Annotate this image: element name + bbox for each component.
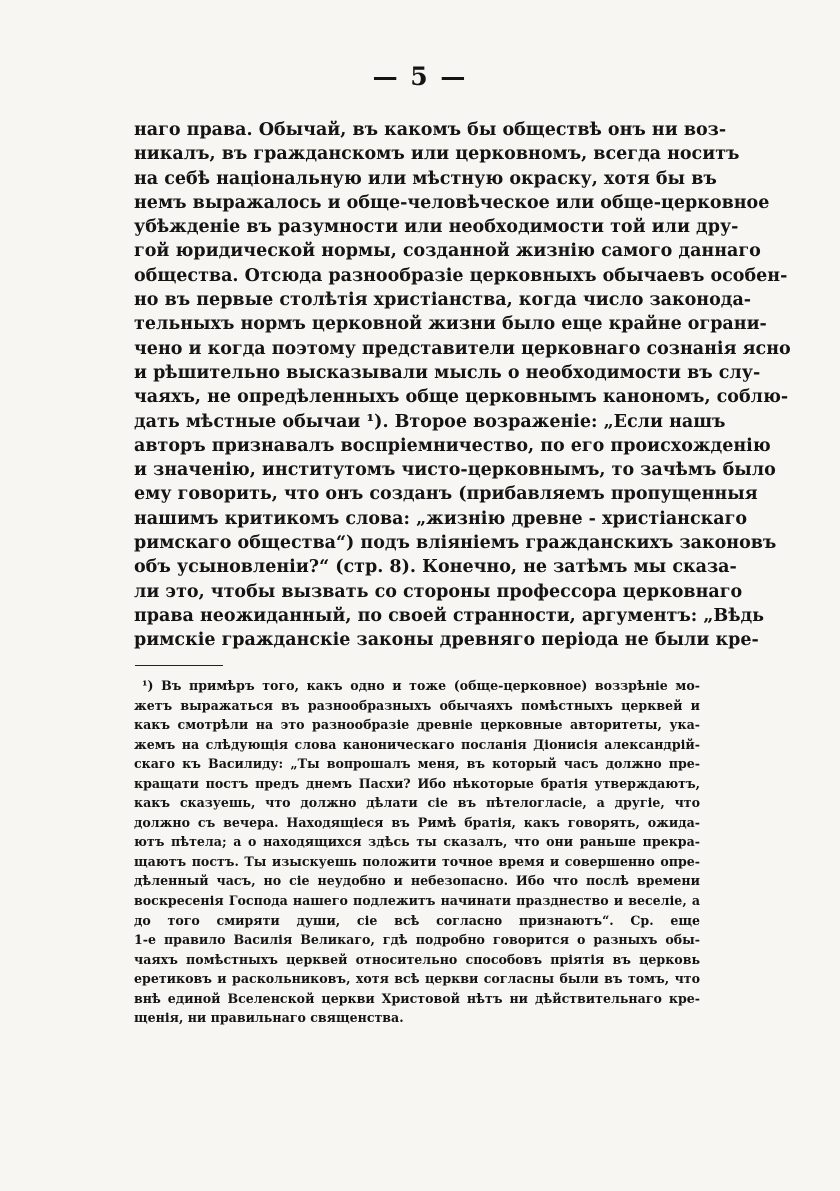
page-number: — 5 — (372, 62, 468, 91)
body-line: убѣжденіе въ разумности или необходимости той или дру- (134, 217, 739, 238)
body-line: чаяхъ, не опредѣленныхъ обще церковнымъ канономъ, соблю- (134, 387, 789, 408)
body-line: и значенію, институтомъ чисто-церковнымъ, то зачѣмъ было (134, 460, 776, 481)
footnote-separator (135, 665, 223, 666)
body-line: римскіе гражданскіе законы древняго періода не были кре- (134, 630, 759, 651)
body-line: общества. Отсюда разнообразіе церковныхъ обычаевъ особен- (134, 265, 788, 286)
body-line: ему говорить, что онъ созданъ (прибавляемъ пропущенныя (134, 484, 758, 505)
body-line: нашимъ критикомъ слова: „жизнію древне - христіанскаго (134, 508, 748, 529)
body-line: римскаго общества“) подъ вліяніемъ гражданскихъ законовъ (134, 533, 777, 554)
body-line: ли это, чтобы вызвать со стороны профессора церковнаго (134, 581, 743, 602)
footnote-line: еретиковъ и раскольниковъ, хотя всѣ церкви согласны были въ томъ, что (134, 971, 700, 987)
main-text (134, 118, 791, 653)
footnote-line: до того смиряти души, сіе всѣ согласно признаютъ“. Ср. еще (134, 912, 700, 928)
footnote-line: щаютъ постъ. Ты изыскуешь положити точное время и совершенно опре- (134, 853, 700, 869)
body-line: немъ выражалось и обще-человѣческое или обще-церковное (134, 192, 770, 213)
footnote-line: ютъ пѣтела; а о находящихся здѣсь ты сказалъ, что они раньше прекра- (134, 834, 700, 850)
body-line: тельныхъ нормъ церковной жизни было еще крайне ограни- (134, 314, 767, 335)
footnote-line: внѣ единой Вселенской церкви Христовой нѣтъ ни дѣйствительнаго кре- (134, 990, 700, 1006)
body-line: на себѣ національную или мѣстную окраску, хотя бы въ (134, 168, 717, 189)
footnote-line: дѣленный часъ, но сіе неудобно и небезопасно. Ибо что послѣ времени (134, 873, 700, 889)
footnote-line: скаго къ Василиду: „Ты вопрошалъ меня, въ который часъ должно пре- (134, 756, 700, 772)
footnote (134, 676, 700, 1028)
body-line: гой юридической нормы, созданной жизнію самого даннаго (134, 241, 761, 262)
body-line: и рѣшительно высказывали мысль о необходимости въ слу- (134, 362, 761, 383)
footnote-line: 1-е правило Василія Великаго, гдѣ подробно говорится о разныхъ обы- (134, 932, 700, 948)
footnote-line: чаяхъ помѣстныхъ церквей относительно способовъ пріятія въ церковь (134, 951, 700, 967)
footnote-line: должно съ вечера. Находящіеся въ Римѣ братія, какъ говорять, ожида- (134, 814, 700, 830)
footnote-line: щенія, ни правильнаго священства. (134, 1010, 404, 1026)
footnote-line: кращати постъ предъ днемъ Пасхи? Ибо нѣкоторые братія утверждаютъ, (134, 775, 700, 791)
body-line: объ усыновленіи?“ (стр. 8). Конечно, не затѣмъ мы сказа- (134, 557, 737, 578)
body-line: авторъ признавалъ воспріемничество, по его происхожденію (134, 435, 771, 456)
footnote-line: ¹) Въ примѣръ того, какъ одно и тоже (обще-церковное) воззрѣніе мо- (142, 678, 700, 693)
body-line: права неожиданный, по своей странности, аргументъ: „Вѣдь (134, 605, 765, 626)
footnote-line: какъ смотрѣли на это разнообразіе древніе церковные авторитеты, ука- (134, 717, 700, 733)
footnote-line: какъ сказуешь, что должно дѣлати сіе въ пѣтелогласіе, а другіе, что (134, 795, 700, 811)
body-line: никалъ, въ гражданскомъ или церковномъ, всегда носитъ (134, 144, 740, 165)
footnote-line: жемъ на слѣдующія слова каноническаго посланія Діонисія александрій- (134, 736, 700, 752)
footnote-line: жетъ выражаться въ разнообразныхъ обычаяхъ помѣстныхъ церквей и (134, 697, 700, 713)
body-line: но въ первые столѣтія христіанства, когда число законода- (134, 290, 752, 311)
body-line: чено и когда поэтому представители церковнаго сознанія ясно (134, 338, 791, 359)
body-line: дать мѣстные обычаи ¹). Второе возраженіе: „Если нашъ (134, 411, 726, 432)
body-line: наго права. Обычай, въ какомъ бы обществѣ онъ ни воз- (134, 120, 727, 140)
footnote-line: воскресенія Господа нашего подлежитъ начинати празднество и веселіе, а (134, 893, 700, 909)
